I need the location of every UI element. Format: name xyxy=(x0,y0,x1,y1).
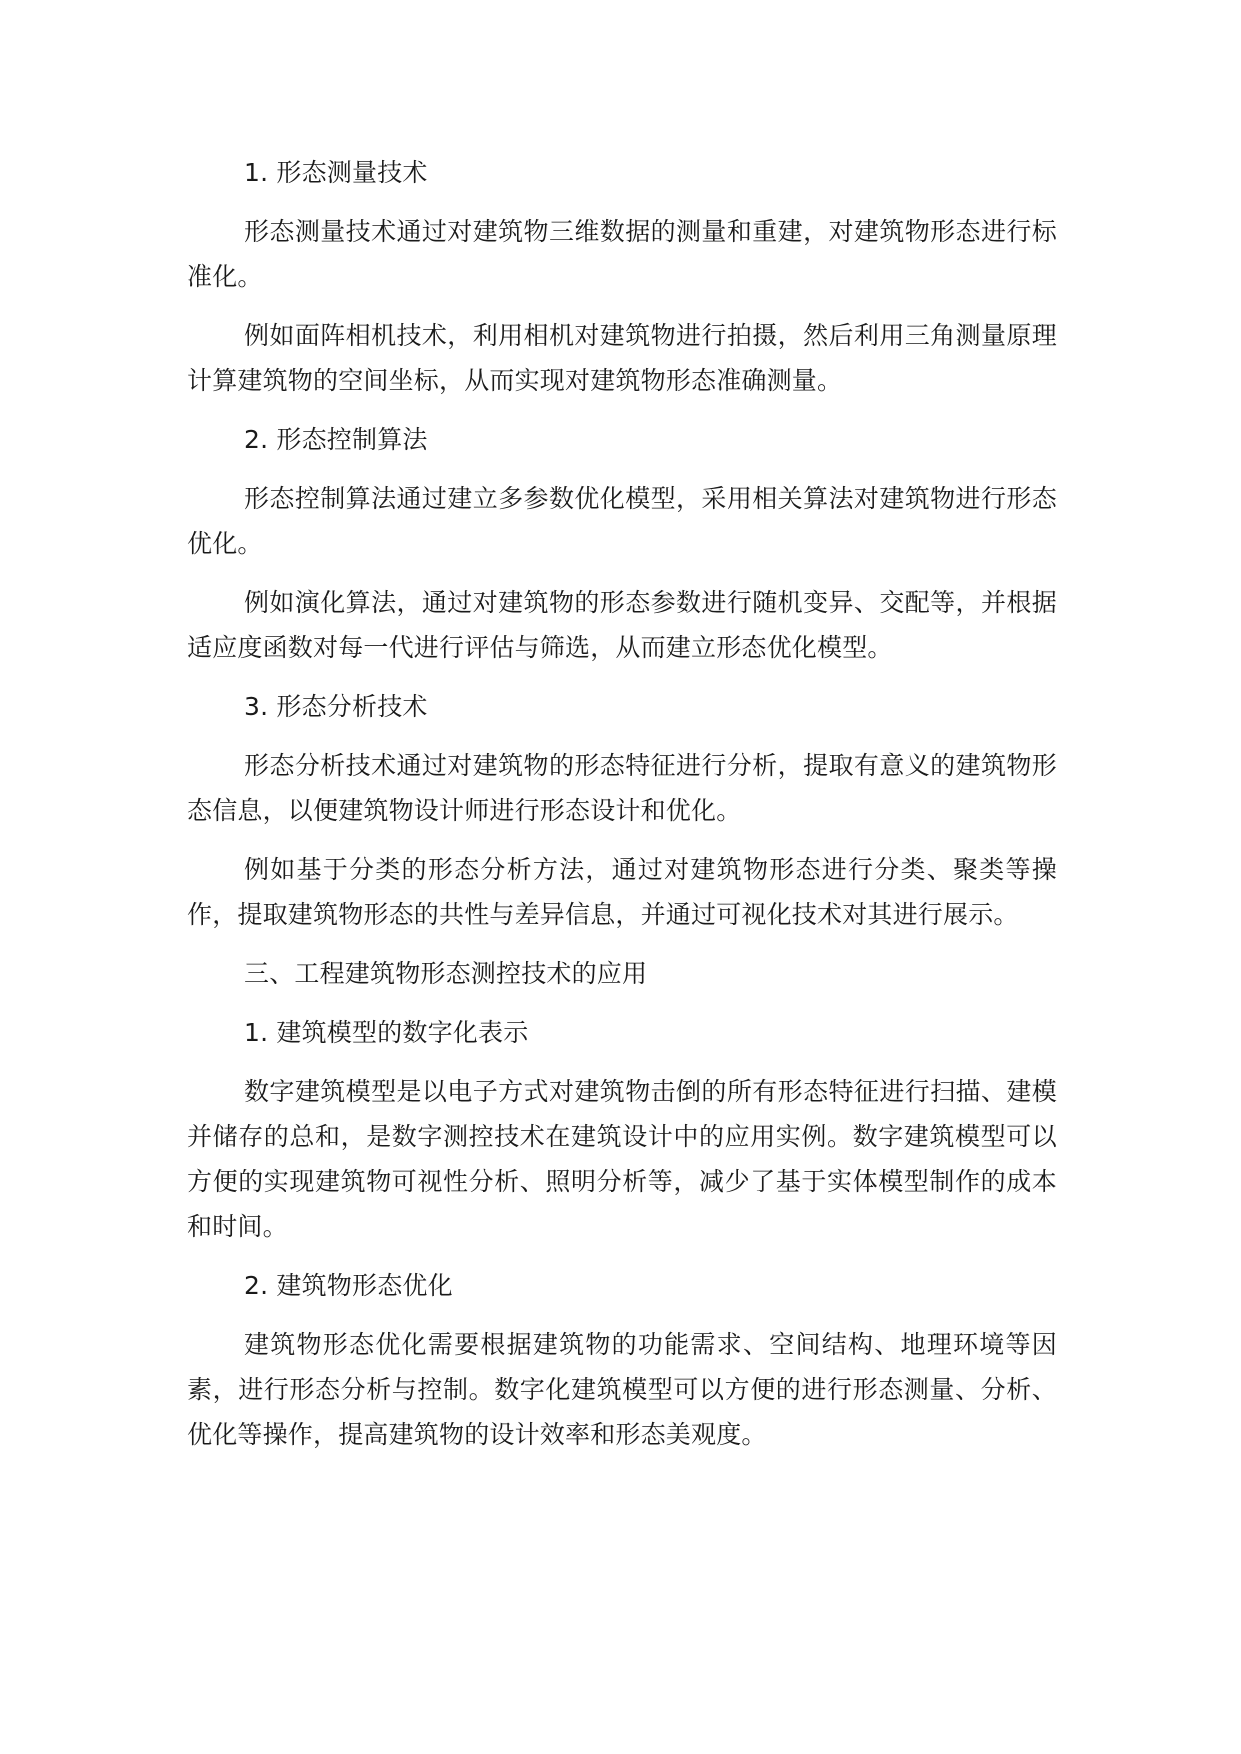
section-heading-form-optimization: 2. 建筑物形态优化 xyxy=(244,1271,453,1300)
document-page xyxy=(187,150,1057,1471)
section-heading-morphology-control: 2. 形态控制算法 xyxy=(244,425,428,454)
section-heading-morphology-measurement: 1. 形态测量技术 xyxy=(244,158,428,187)
section-heading-digital-model: 1. 建筑模型的数字化表示 xyxy=(244,1018,529,1047)
paragraph-morphology-analysis-intro: 形态分析技术通过对建筑物的形态特征进行分析，提取有意义的建筑物形态信息，以便建筑物设计师进行形态设计和优化。 xyxy=(187,751,1057,825)
paragraph-area-camera-example: 例如面阵相机技术，利用相机对建筑物进行拍摄，然后利用三角测量原理计算建筑物的空间坐标，从而实现对建筑物形态准确测量。 xyxy=(187,321,1057,395)
paragraph-classification-analysis-example: 例如基于分类的形态分析方法，通过对建筑物形态进行分类、聚类等操作，提取建筑物形态的共性与差异信息，并通过可视化技术对其进行展示。 xyxy=(187,855,1057,929)
section-heading-morphology-analysis: 3. 形态分析技术 xyxy=(244,692,428,721)
paragraph-evolutionary-algorithm-example: 例如演化算法，通过对建筑物的形态参数进行随机变异、交配等，并根据适应度函数对每一代进行评估与筛选，从而建立形态优化模型。 xyxy=(187,588,1057,662)
paragraph-morphology-measurement-intro: 形态测量技术通过对建筑物三维数据的测量和重建，对建筑物形态进行标准化。 xyxy=(187,217,1057,291)
paragraph-form-optimization: 建筑物形态优化需要根据建筑物的功能需求、空间结构、地理环境等因素，进行形态分析与控制。数字化建筑模型可以方便的进行形态测量、分析、优化等操作，提高建筑物的设计效率和形态美观度。 xyxy=(187,1330,1057,1449)
chapter-heading-applications: 三、工程建筑物形态测控技术的应用 xyxy=(244,959,648,988)
paragraph-morphology-control-intro: 形态控制算法通过建立多参数优化模型，采用相关算法对建筑物进行形态优化。 xyxy=(187,484,1057,558)
paragraph-digital-model: 数字建筑模型是以电子方式对建筑物击倒的所有形态特征进行扫描、建模并储存的总和，是数字测控技术在建筑设计中的应用实例。数字建筑模型可以方便的实现建筑物可视性分析、照明分析等，减少了基于实体模型制作的成本和时间。 xyxy=(187,1077,1057,1241)
